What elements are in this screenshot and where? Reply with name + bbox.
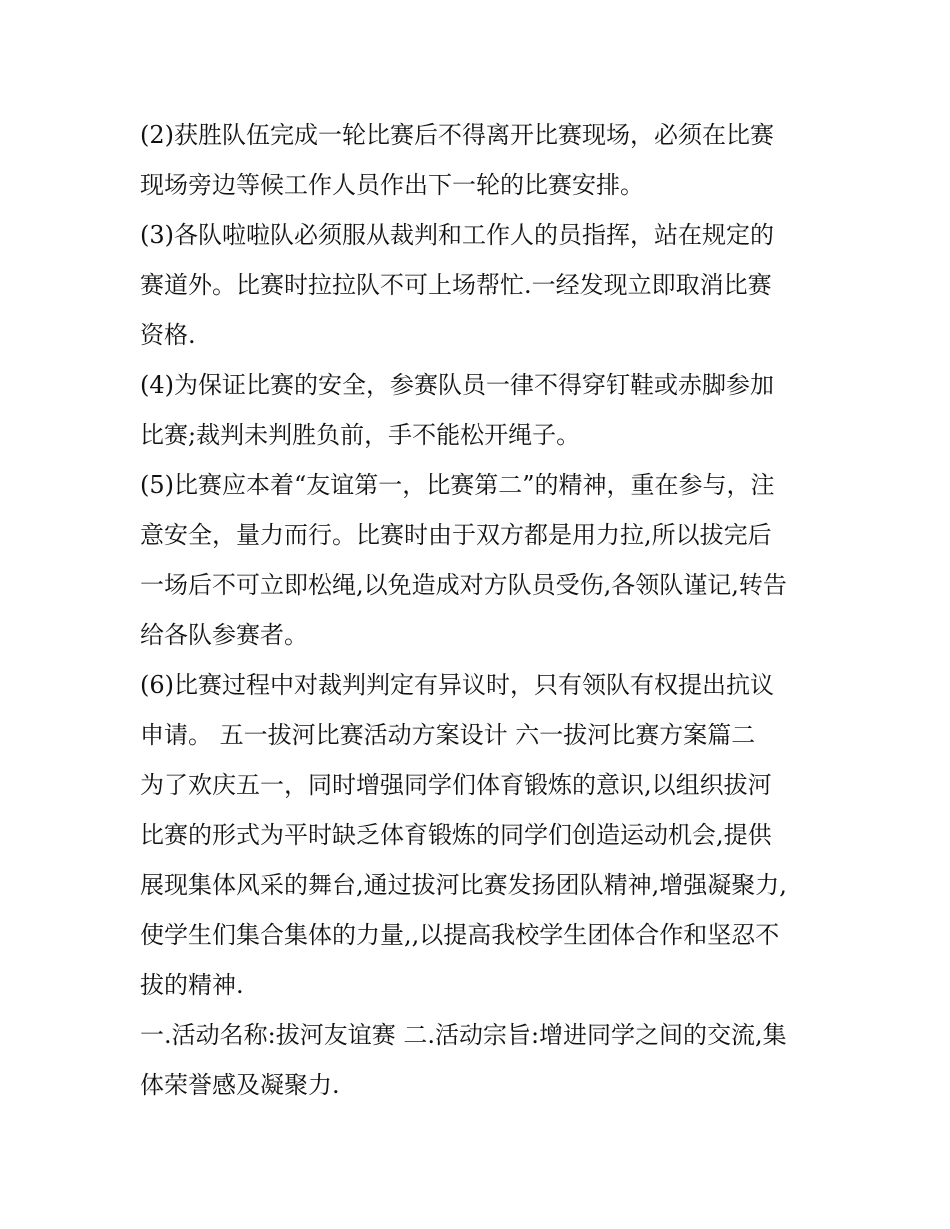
text-line: 资格. (140, 321, 196, 349)
text-line: 现场旁边等候工作人员作出下一轮的比赛安排。 (140, 171, 644, 199)
text-line: 给各队参赛者。 (140, 621, 308, 649)
text-line: 一.活动名称:拔河友谊赛 二.活动宗旨:增进同学之间的交流,集 (140, 1021, 787, 1049)
text-line: (2)获胜队伍完成一轮比赛后不得离开比赛现场，必须在比赛 (140, 121, 774, 149)
text-line: 意安全，量力而行。比赛时由于双方都是用力拉,所以拔完后 (140, 521, 772, 549)
text-line: 一场后不可立即松绳,以免造成对方队员受伤,各领队谨记,转告 (140, 571, 787, 599)
text-line: (4)为保证比赛的安全，参赛队员一律不得穿钉鞋或赤脚参加 (140, 371, 774, 399)
text-line: 展现集体风采的舞台,通过拔河比赛发扬团队精神,增强凝聚力, (140, 871, 787, 899)
text-line: 为了欢庆五一，同时增强同学们体育锻炼的意识,以组织拔河 (140, 771, 772, 799)
text-line: (5)比赛应本着“友谊第一，比赛第二”的精神，重在参与，注 (140, 471, 775, 499)
text-line: 比赛的形式为平时缺乏体育锻炼的同学们创造运动机会,提供 (140, 821, 772, 849)
text-line: (6)比赛过程中对裁判判定有异议时，只有领队有权提出抗议 (140, 671, 774, 699)
text-line: (3)各队啦啦队必须服从裁判和工作人的员指挥，站在规定的 (140, 221, 774, 249)
text-line: 赛道外。比赛时拉拉队不可上场帮忙.一经发现立即取消比赛 (140, 271, 772, 299)
text-line: 比赛;裁判未判胜负前，手不能松开绳子。 (140, 421, 581, 449)
text-line: 申请。 五一拔河比赛活动方案设计 六一拔河比赛方案篇二 (140, 721, 756, 749)
document-body (140, 110, 810, 1110)
text-line: 体荣誉感及凝聚力. (140, 1071, 340, 1099)
text-line: 拔的精神. (140, 971, 244, 999)
text-line: 使学生们集合集体的力量,,以提高我校学生团体合作和坚忍不 (140, 921, 780, 949)
